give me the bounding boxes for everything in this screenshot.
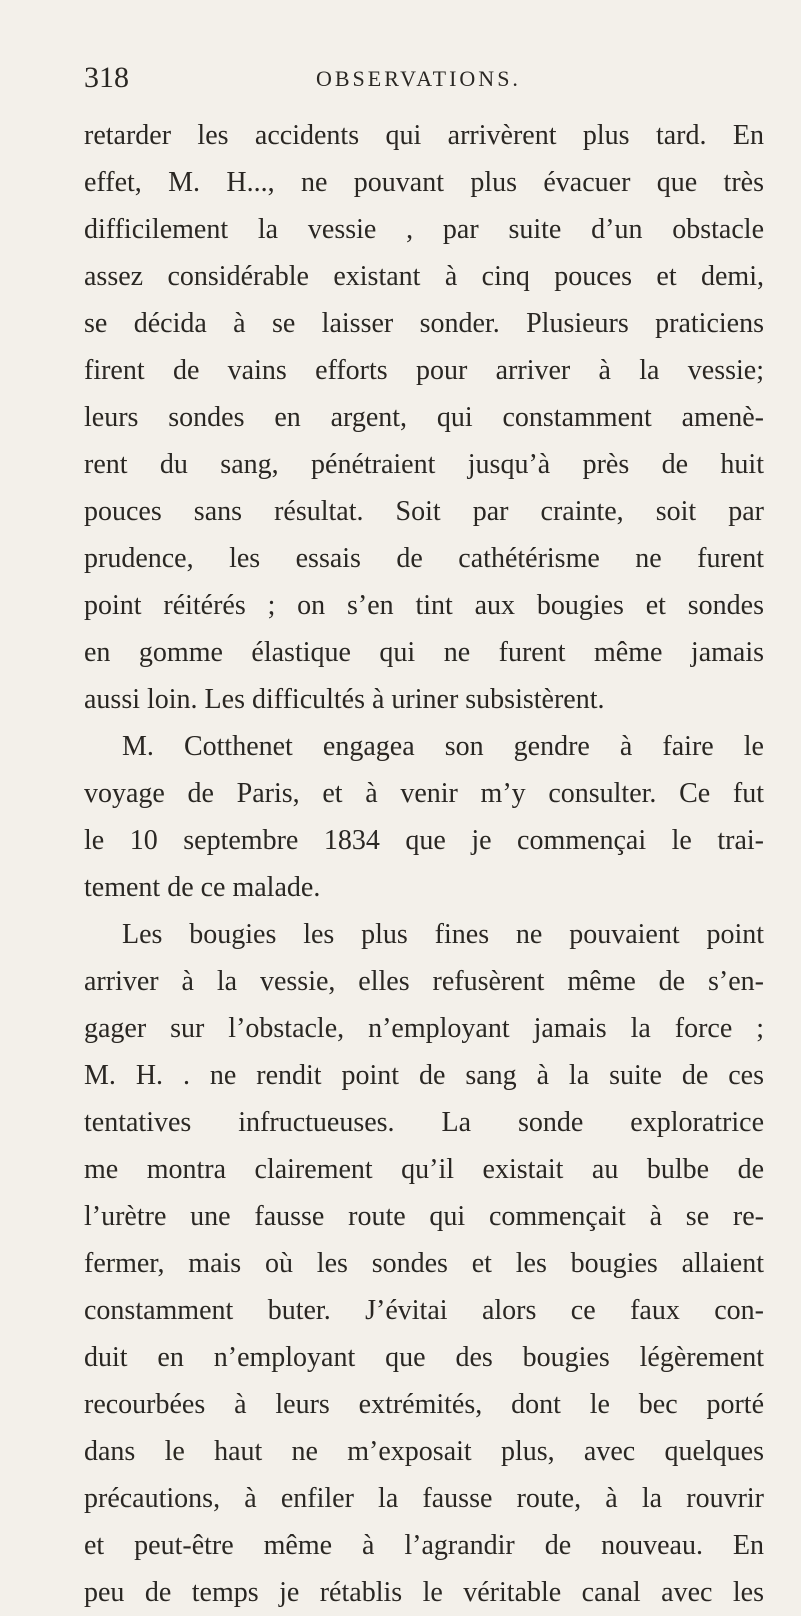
page-header xyxy=(84,58,744,98)
text-line: rent du sang, pénétraient jusqu’à près de huit xyxy=(84,449,764,480)
text-line: et peut-être même à l’agrandir de nouveau. En xyxy=(84,1530,764,1561)
text-line: voyage de Paris, et à venir m’y consulter. Ce fut xyxy=(84,778,764,809)
text-line: arriver à la vessie, elles refusèrent même de s’en- xyxy=(84,966,764,997)
text-line: firent de vains efforts pour arriver à la vessie; xyxy=(84,355,764,386)
text-line: prudence, les essais de cathétérisme ne furent xyxy=(84,543,764,574)
text-line: se décida à se laisser sonder. Plusieurs praticiens xyxy=(84,308,764,339)
text-line: difficilement la vessie , par suite d’un obstacle xyxy=(84,214,764,245)
text-line: retarder les accidents qui arrivèrent plus tard. En xyxy=(84,120,764,151)
text-line: tentatives infructueuses. La sonde exploratrice xyxy=(84,1107,764,1138)
text-line: gager sur l’obstacle, n’employant jamais la force ; xyxy=(84,1013,764,1044)
text-line: peu de temps je rétablis le véritable canal avec les xyxy=(84,1577,764,1608)
text-line: point réitérés ; on s’en tint aux bougies et sondes xyxy=(84,590,764,621)
text-line: pouces sans résultat. Soit par crainte, soit par xyxy=(84,496,764,527)
text-line: M. Cotthenet engagea son gendre à faire le xyxy=(122,731,764,762)
text-line: me montra clairement qu’il existait au bulbe de xyxy=(84,1154,764,1185)
text-line: leurs sondes en argent, qui constamment amenè- xyxy=(84,402,764,433)
text-line: recourbées à leurs extrémités, dont le bec porté xyxy=(84,1389,764,1420)
text-line: l’urètre une fausse route qui commençait à se re- xyxy=(84,1201,764,1232)
text-line: assez considérable existant à cinq pouces et demi, xyxy=(84,261,764,292)
text-line: dans le haut ne m’exposait plus, avec quelques xyxy=(84,1436,764,1467)
text-line: fermer, mais où les sondes et les bougies allaient xyxy=(84,1248,764,1279)
text-line: duit en n’employant que des bougies légèrement xyxy=(84,1342,764,1373)
text-line: constamment buter. J’évitai alors ce faux con- xyxy=(84,1295,764,1326)
page-number: 318 xyxy=(84,61,129,94)
body-text xyxy=(84,112,764,1616)
running-head: OBSERVATIONS. xyxy=(316,66,521,91)
text-line: tement de ce malade. xyxy=(84,872,321,903)
text-line: effet, M. H..., ne pouvant plus évacuer que très xyxy=(84,167,764,198)
text-line: le 10 septembre 1834 que je commençai le trai- xyxy=(84,825,764,856)
text-line: précautions, à enfiler la fausse route, à la rouvrir xyxy=(84,1483,764,1514)
text-line: M. H. . ne rendit point de sang à la suite de ces xyxy=(84,1060,764,1091)
text-line: aussi loin. Les difficultés à uriner subsistèrent. xyxy=(84,684,605,715)
text-line: Les bougies les plus fines ne pouvaient point xyxy=(122,919,764,950)
text-line: en gomme élastique qui ne furent même jamais xyxy=(84,637,764,668)
